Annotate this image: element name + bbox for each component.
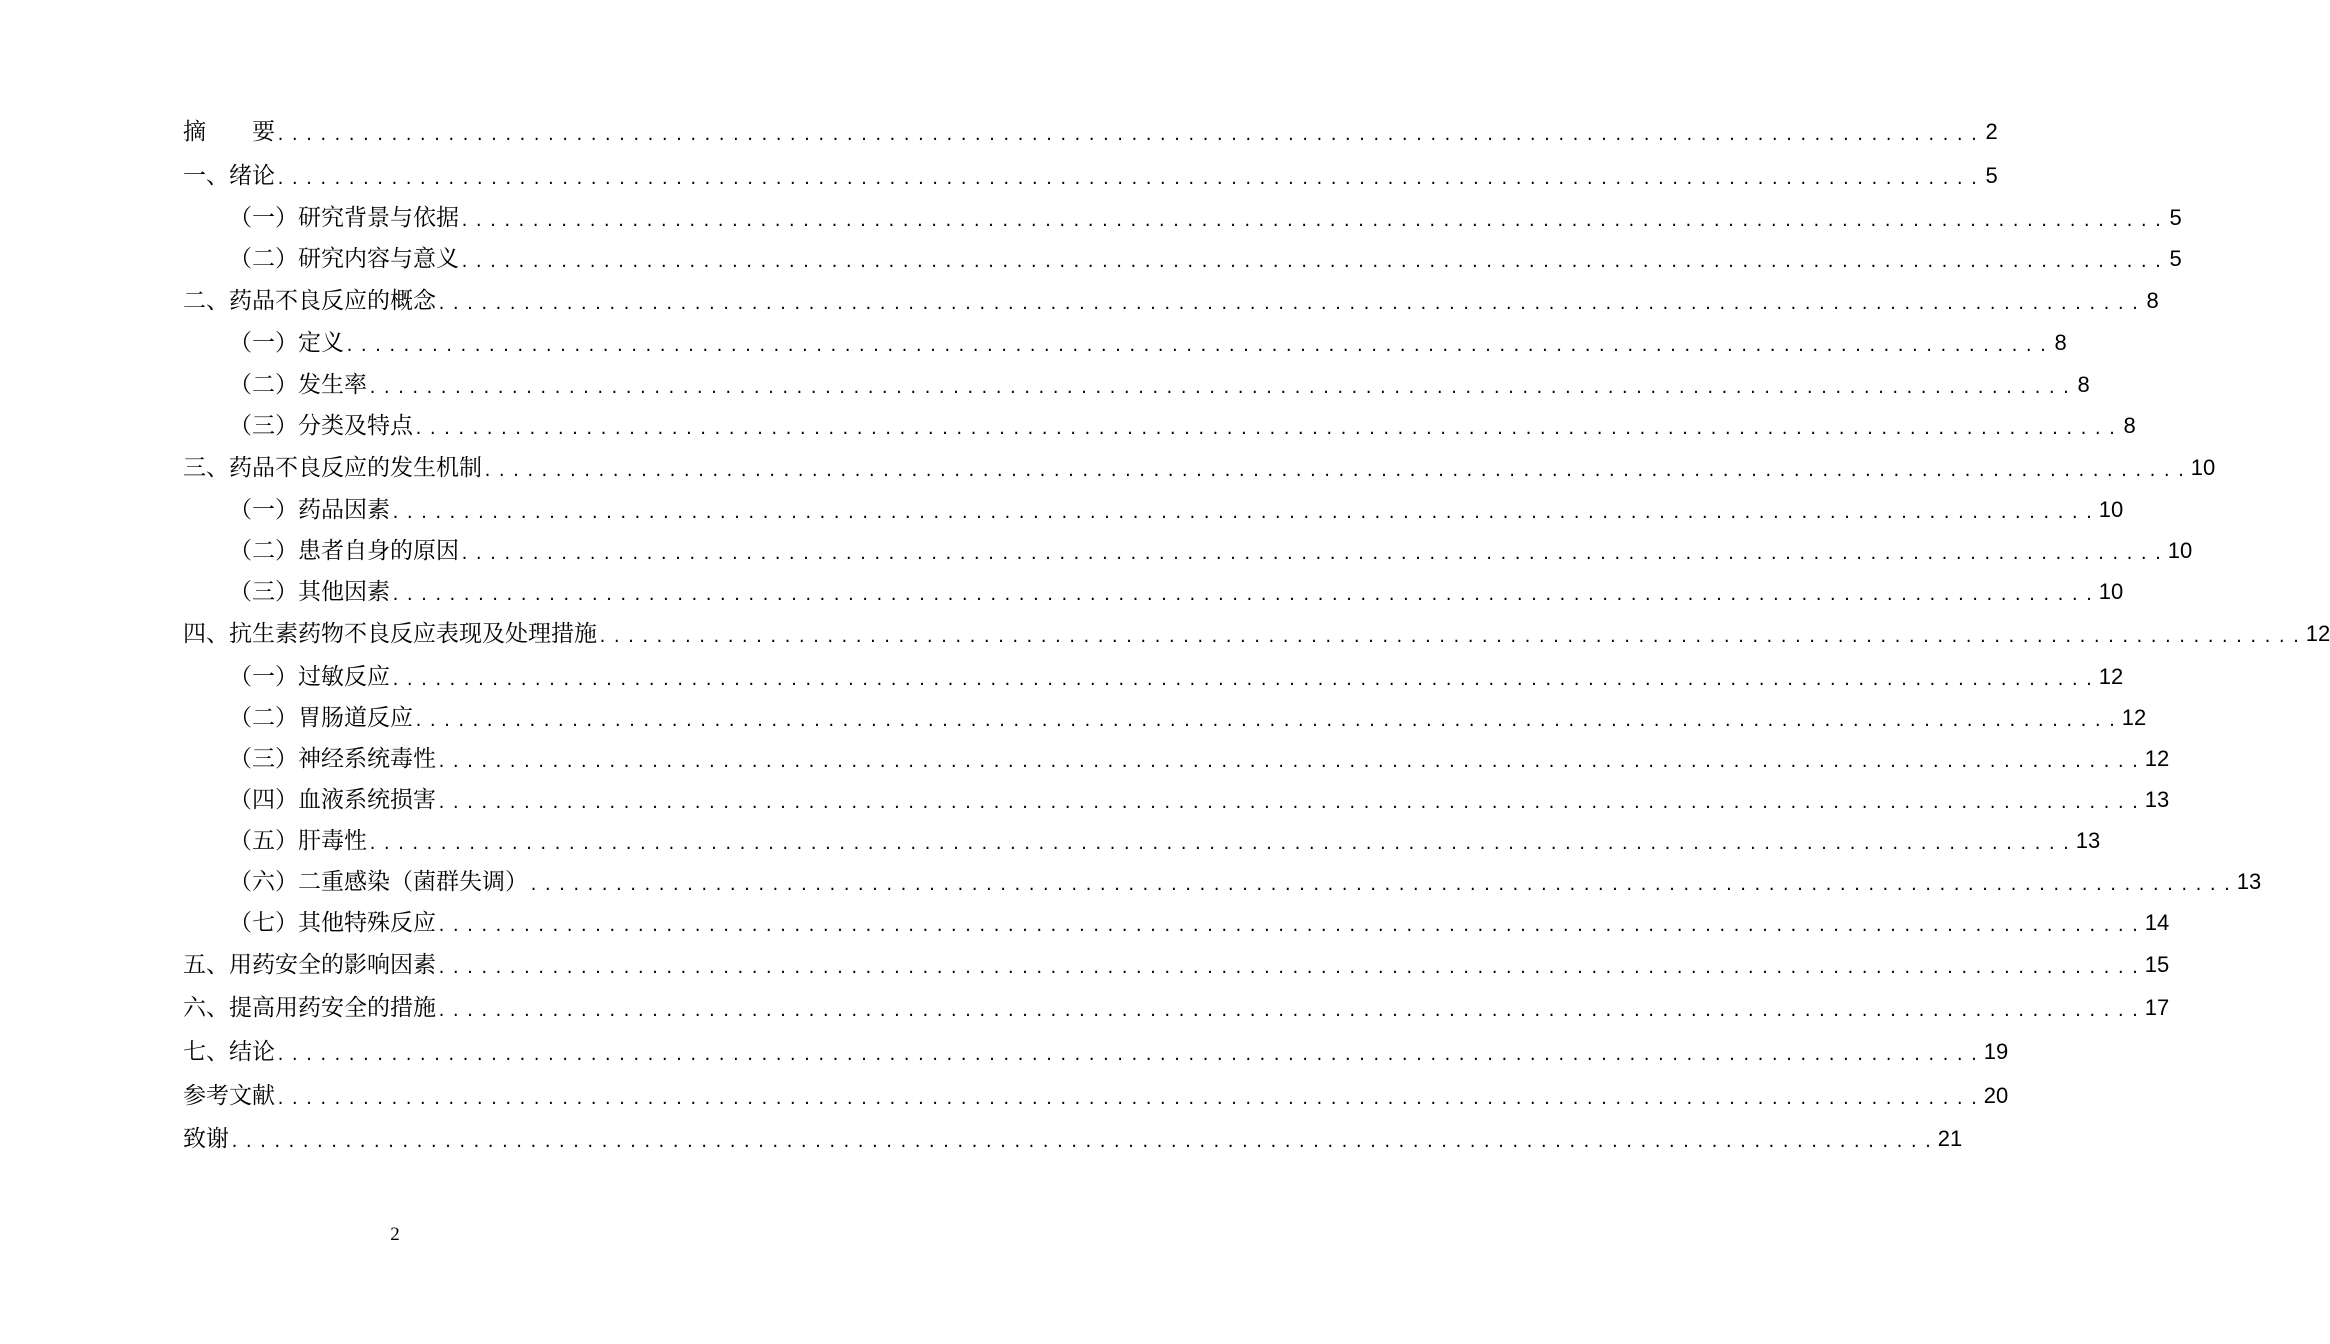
toc-entry-page: 8 xyxy=(2123,413,2136,438)
toc-entry-page: 13 xyxy=(2075,828,2101,853)
toc-entry-page: 10 xyxy=(2190,455,2216,480)
toc-entry-title: （一）药品因素 xyxy=(229,497,390,523)
dot-leader: ........................................................................................................................ xyxy=(437,295,2145,313)
toc-entry-title: （一）过敏反应 xyxy=(229,664,390,690)
toc-entry-page: 12 xyxy=(2305,621,2330,646)
toc-entry-title: （二）发生率 xyxy=(229,372,367,398)
toc-entry-title: 四、抗生素药物不良反应表现及处理措施 xyxy=(183,621,597,647)
dot-leader: ........................................................................................................................ xyxy=(345,337,2053,355)
toc-entry-title: （二）研究内容与意义 xyxy=(229,246,459,272)
dot-leader: ........................................................................................................................ xyxy=(460,545,2168,563)
toc-entry[interactable] xyxy=(229,659,2124,691)
toc-entry-title: （三）其他因素 xyxy=(229,579,390,605)
dot-leader: ........................................................................................................................ xyxy=(391,586,2099,604)
dot-leader: ........................................................................................................................ xyxy=(460,212,2168,230)
toc-entry[interactable] xyxy=(229,782,2170,814)
toc-entry-title: 五、用药安全的影响因素 xyxy=(183,952,436,978)
dot-leader: ........................................................................................................................ xyxy=(437,1002,2145,1020)
dot-leader: ........................................................................................................................ xyxy=(276,126,1984,144)
dot-leader: ........................................................................................................................ xyxy=(368,835,2076,853)
toc-entry[interactable] xyxy=(229,408,2136,440)
dot-leader: ........................................................................................................................ xyxy=(230,1133,1938,1151)
toc-entry-title: 七、结论 xyxy=(183,1039,275,1065)
dot-leader: ........................................................................................................................ xyxy=(276,170,1984,188)
toc-entry[interactable] xyxy=(229,325,2067,357)
toc-entry[interactable] xyxy=(183,283,2159,315)
toc-entry-page: 8 xyxy=(2077,372,2090,397)
toc-entry-title: 三、药品不良反应的发生机制 xyxy=(183,455,482,481)
toc-entry[interactable] xyxy=(183,616,2330,648)
toc-entry-page: 8 xyxy=(2054,330,2067,355)
dot-leader: ........................................................................................................................ xyxy=(437,753,2145,771)
toc-entry-page: 13 xyxy=(2144,787,2170,812)
toc-entry-title: 二、药品不良反应的概念 xyxy=(183,288,436,314)
dot-leader: ........................................................................................................................ xyxy=(437,794,2145,812)
dot-leader: ........................................................................................................................ xyxy=(391,671,2099,689)
toc-entry[interactable] xyxy=(183,1034,2009,1066)
toc-entry-title: 致谢 xyxy=(183,1126,229,1152)
dot-leader: ........................................................................................................................ xyxy=(276,1090,1984,1108)
toc-entry-page: 10 xyxy=(2167,538,2193,563)
toc-entry[interactable] xyxy=(183,114,1998,146)
toc-entry[interactable] xyxy=(183,158,1998,190)
toc-entry[interactable] xyxy=(229,367,2090,399)
dot-leader: ........................................................................................................................ xyxy=(460,253,2168,271)
dot-leader: ........................................................................................................................ xyxy=(437,917,2145,935)
dot-leader: ........................................................................................................................ xyxy=(483,462,2191,480)
page-number: 2 xyxy=(390,1224,400,1245)
toc-entry-page: 12 xyxy=(2121,705,2147,730)
toc-entry[interactable] xyxy=(229,864,2262,896)
toc-entry[interactable] xyxy=(183,947,2170,979)
dot-leader: ........................................................................................................................ xyxy=(414,420,2122,438)
toc-entry[interactable] xyxy=(229,533,2193,565)
toc-entry-title: （七）其他特殊反应 xyxy=(229,910,436,936)
toc-entry-page: 21 xyxy=(1937,1126,1963,1151)
toc-entry[interactable] xyxy=(229,823,2101,855)
toc-entry-page: 17 xyxy=(2144,995,2170,1020)
toc-entry-page: 12 xyxy=(2144,746,2170,771)
toc-entry-page: 5 xyxy=(2169,246,2182,271)
toc-entry-title: （一）研究背景与依据 xyxy=(229,205,459,231)
toc-entry-page: 8 xyxy=(2146,288,2159,313)
toc-entry-title: 六、提高用药安全的措施 xyxy=(183,995,436,1021)
toc-entry-page: 10 xyxy=(2098,579,2124,604)
dot-leader: ........................................................................................................................ xyxy=(598,628,2306,646)
toc-entry-page: 19 xyxy=(1983,1039,2009,1064)
dot-leader: ........................................................................................................................ xyxy=(368,379,2076,397)
toc-entry-title: （二）胃肠道反应 xyxy=(229,705,413,731)
dot-leader: ........................................................................................................................ xyxy=(276,1046,1984,1064)
toc-entry[interactable] xyxy=(183,990,2170,1022)
toc-entry-title: （三）神经系统毒性 xyxy=(229,746,436,772)
toc-entry[interactable] xyxy=(229,492,2124,524)
toc-entry[interactable] xyxy=(229,700,2147,732)
toc-entry[interactable] xyxy=(183,1078,2009,1110)
toc-entry-page: 5 xyxy=(2169,205,2182,230)
toc-entry-page: 2 xyxy=(1985,119,1998,144)
toc-entry-title: 参考文献 xyxy=(183,1083,275,1109)
toc-entry-title: （一）定义 xyxy=(229,330,344,356)
toc-entry[interactable] xyxy=(183,1121,1963,1153)
toc-entry-title: 摘 要 xyxy=(183,119,275,145)
toc-entry[interactable] xyxy=(229,200,2182,232)
toc-entry-page: 13 xyxy=(2236,869,2262,894)
toc-entry-title: （五）肝毒性 xyxy=(229,828,367,854)
toc-entry-page: 14 xyxy=(2144,910,2170,935)
toc-entry-page: 20 xyxy=(1983,1083,2009,1108)
dot-leader: ........................................................................................................................ xyxy=(437,959,2145,977)
toc-entry[interactable] xyxy=(229,574,2124,606)
toc-entry[interactable] xyxy=(183,450,2216,482)
toc-entry[interactable] xyxy=(229,905,2170,937)
toc-entry-page: 10 xyxy=(2098,497,2124,522)
toc-entry-title: （六）二重感染（菌群失调） xyxy=(229,869,528,895)
toc-entry-title: （二）患者自身的原因 xyxy=(229,538,459,564)
toc-entry-title: 一、绪论 xyxy=(183,163,275,189)
toc-entry[interactable] xyxy=(229,241,2182,273)
dot-leader: ........................................................................................................................ xyxy=(414,712,2122,730)
toc-entry-page: 12 xyxy=(2098,664,2124,689)
dot-leader: ........................................................................................................................ xyxy=(391,504,2099,522)
toc-entry-title: （四）血液系统损害 xyxy=(229,787,436,813)
toc-entry-page: 5 xyxy=(1985,163,1998,188)
toc-entry[interactable] xyxy=(229,741,2170,773)
toc-entry-page: 15 xyxy=(2144,952,2170,977)
dot-leader: ........................................................................................................................ xyxy=(529,876,2237,894)
toc-entry-title: （三）分类及特点 xyxy=(229,413,413,439)
